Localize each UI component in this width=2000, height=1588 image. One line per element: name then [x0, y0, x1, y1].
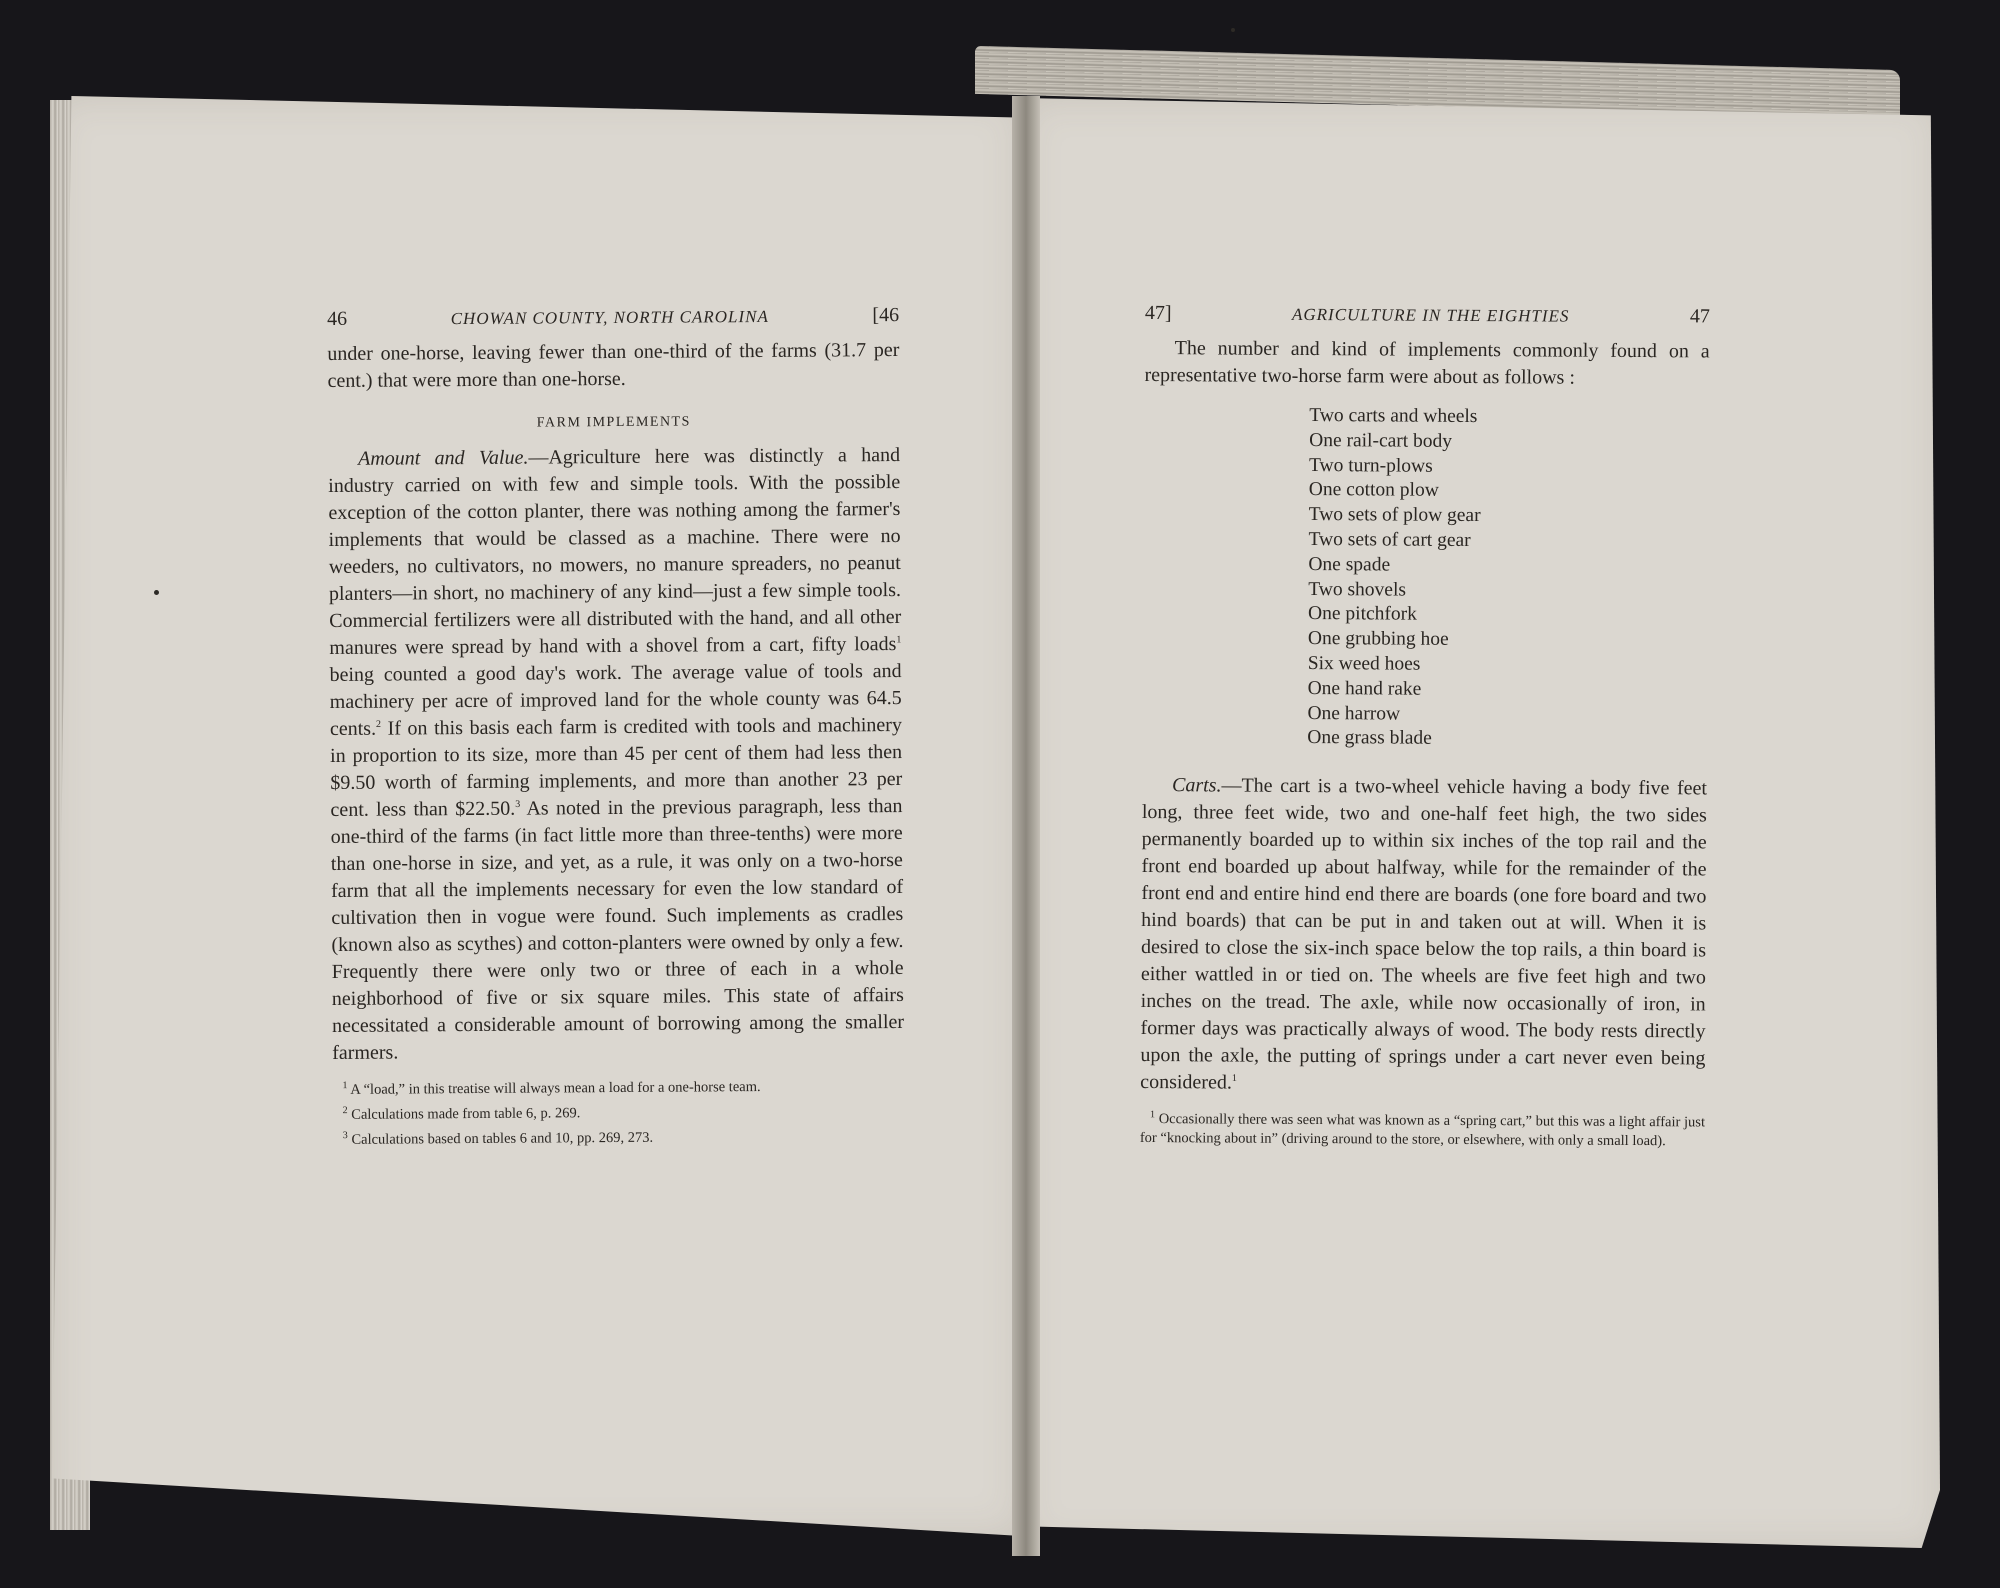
list-item: One spade	[1308, 553, 1391, 576]
list-item: Two shovels	[1308, 578, 1407, 601]
right-running-title: AGRICULTURE IN THE EIGHTIES	[1291, 304, 1570, 326]
footnote-mark: 2	[342, 1105, 348, 1117]
paragraph-text: As noted in the previous paragraph, less than one-third of the farms (in fact little more than three-tenths) were more than one-horse in size, and yet, as a rule, it was only on a two-horse farm that all the implements necessary for even the low standard of cultivation then in vogue were found. Such implements as cradles (known also as scythes) and cotton-planters were owned by only a few. Frequently there were only two or three of each in a whole neighborhood of five or six square miles. This state of affairs necessitated a considerable amount of borrowing among the smaller farmers.	[330, 794, 905, 1064]
footnote-ref: 1	[896, 634, 902, 646]
right-page-text	[1140, 300, 1710, 1158]
paragraph-run-in-heading: Amount and Value.	[357, 446, 529, 470]
left-paragraph-1: under one-horse, leaving fewer than one-third of the farms (31.7 per cent.) that were more than one-horse.	[327, 339, 900, 392]
paragraph-text: If on this basis each farm is credited with tools and machinery in proportion to its size, more than 45 per cent of them had less then $9.50 worth of farming implements, and more than another 23 per cent. less than $22.50.	[330, 713, 903, 821]
footnote-text: A “load,” in this treatise will always mean a load for a one-horse team.	[350, 1078, 761, 1098]
book-gutter	[1012, 96, 1040, 1556]
left-running-head	[327, 302, 899, 333]
paragraph-run-in-heading: Carts.	[1171, 774, 1222, 797]
footnote-mark: 3	[342, 1130, 348, 1142]
right-footnotes	[1140, 1110, 1705, 1151]
implements-list	[1307, 404, 1709, 754]
left-page-number: 46	[327, 307, 348, 330]
footnote	[1140, 1110, 1705, 1151]
footnote-ref: 1	[1231, 1073, 1237, 1085]
implements-intro: The number and kind of implements commonly found on a representative two-horse farm were about as follows :	[1144, 337, 1710, 389]
footnote-ref: 2	[375, 718, 382, 731]
list-item: One hand rake	[1307, 677, 1422, 700]
footnote-text: Calculations based on tables 6 and 10, pp. 269, 273.	[351, 1129, 654, 1148]
dust-speck	[1231, 28, 1235, 32]
left-page-bracket: [46	[872, 304, 900, 327]
footnote-ref: 3	[515, 799, 521, 811]
footnote-text: Occasionally there was seen what was known as a “spring cart,” but this was a light affair just for “knocking about in” (driving around to the store, or elsewhere, with only a small load).	[1139, 1111, 1706, 1150]
list-item: Two sets of cart gear	[1308, 528, 1471, 551]
left-footnotes	[332, 1077, 904, 1150]
footnote-mark: 1	[1149, 1109, 1156, 1121]
list-item: One grubbing hoe	[1307, 628, 1449, 651]
paragraph-text: —Agriculture here was distinctly a hand industry carried on with few and simple tools. With the possible exception of the cotton planter, there was nothing among the farmer's implements that would be classed as a machine. There were no weeders, no cultivators, no mowers, no manure spreaders, no peanut planters—in short, no machinery of any kind—just a few simple tools. Commercial fertilizers were all distributed with the hand, and all other manures were spread by hand with a shovel from a cart, fifty loads	[328, 444, 902, 659]
left-paragraph-2	[328, 442, 904, 1067]
footnote-text: Calculations made from table 6, p. 269.	[351, 1105, 581, 1123]
dust-speck	[154, 590, 159, 595]
list-item: One harrow	[1307, 702, 1401, 725]
list-item: One rail-cart body	[1309, 429, 1453, 452]
carts-paragraph	[1140, 772, 1707, 1099]
left-page-text	[327, 302, 905, 1156]
right-page-number: 47	[1689, 305, 1710, 328]
list-item: Two carts and wheels	[1309, 405, 1478, 428]
section-heading: FARM IMPLEMENTS	[536, 414, 691, 431]
right-running-head	[1145, 300, 1710, 330]
footnote	[332, 1077, 904, 1100]
paragraph-text: —The cart is a two-wheel vehicle having a body five feet long, three feet wide, two and one-half feet high, the two sides permanently boarded up to within six inches of the top rail and the front end boarded up about halfway, while for the remainder of the front end and entire hind end there are boards (one fore board and two hind boards) that can be put in and taken out at will. When it is desired to close the six-inch space below the top rails, a thin board is either wattled in or tied on. The wheels are five feet high and two inches on the tread. The axle, while now occasionally of iron, in former days was practically always of wood. The body rests directly upon the axle, the putting of springs under a cart never even being considered.	[1140, 774, 1708, 1094]
footnote	[333, 1127, 905, 1150]
right-page-bracket: 47]	[1144, 301, 1172, 325]
list-item: One cotton plow	[1308, 479, 1439, 502]
list-item: One grass blade	[1307, 727, 1432, 750]
footnote	[333, 1102, 905, 1125]
left-running-title: CHOWAN COUNTY, NORTH CAROLINA	[450, 306, 769, 329]
footnote-mark: 1	[342, 1080, 348, 1092]
paragraph-text: being counted a good day's work. The average value of tools and machinery per acre of improved land for the whole county was 64.5 cents.	[329, 659, 902, 740]
list-item: Two sets of plow gear	[1308, 504, 1481, 527]
list-item: Six weed hoes	[1307, 652, 1421, 675]
list-item: Two turn-plows	[1308, 454, 1433, 477]
list-item: One pitchfork	[1308, 603, 1417, 626]
